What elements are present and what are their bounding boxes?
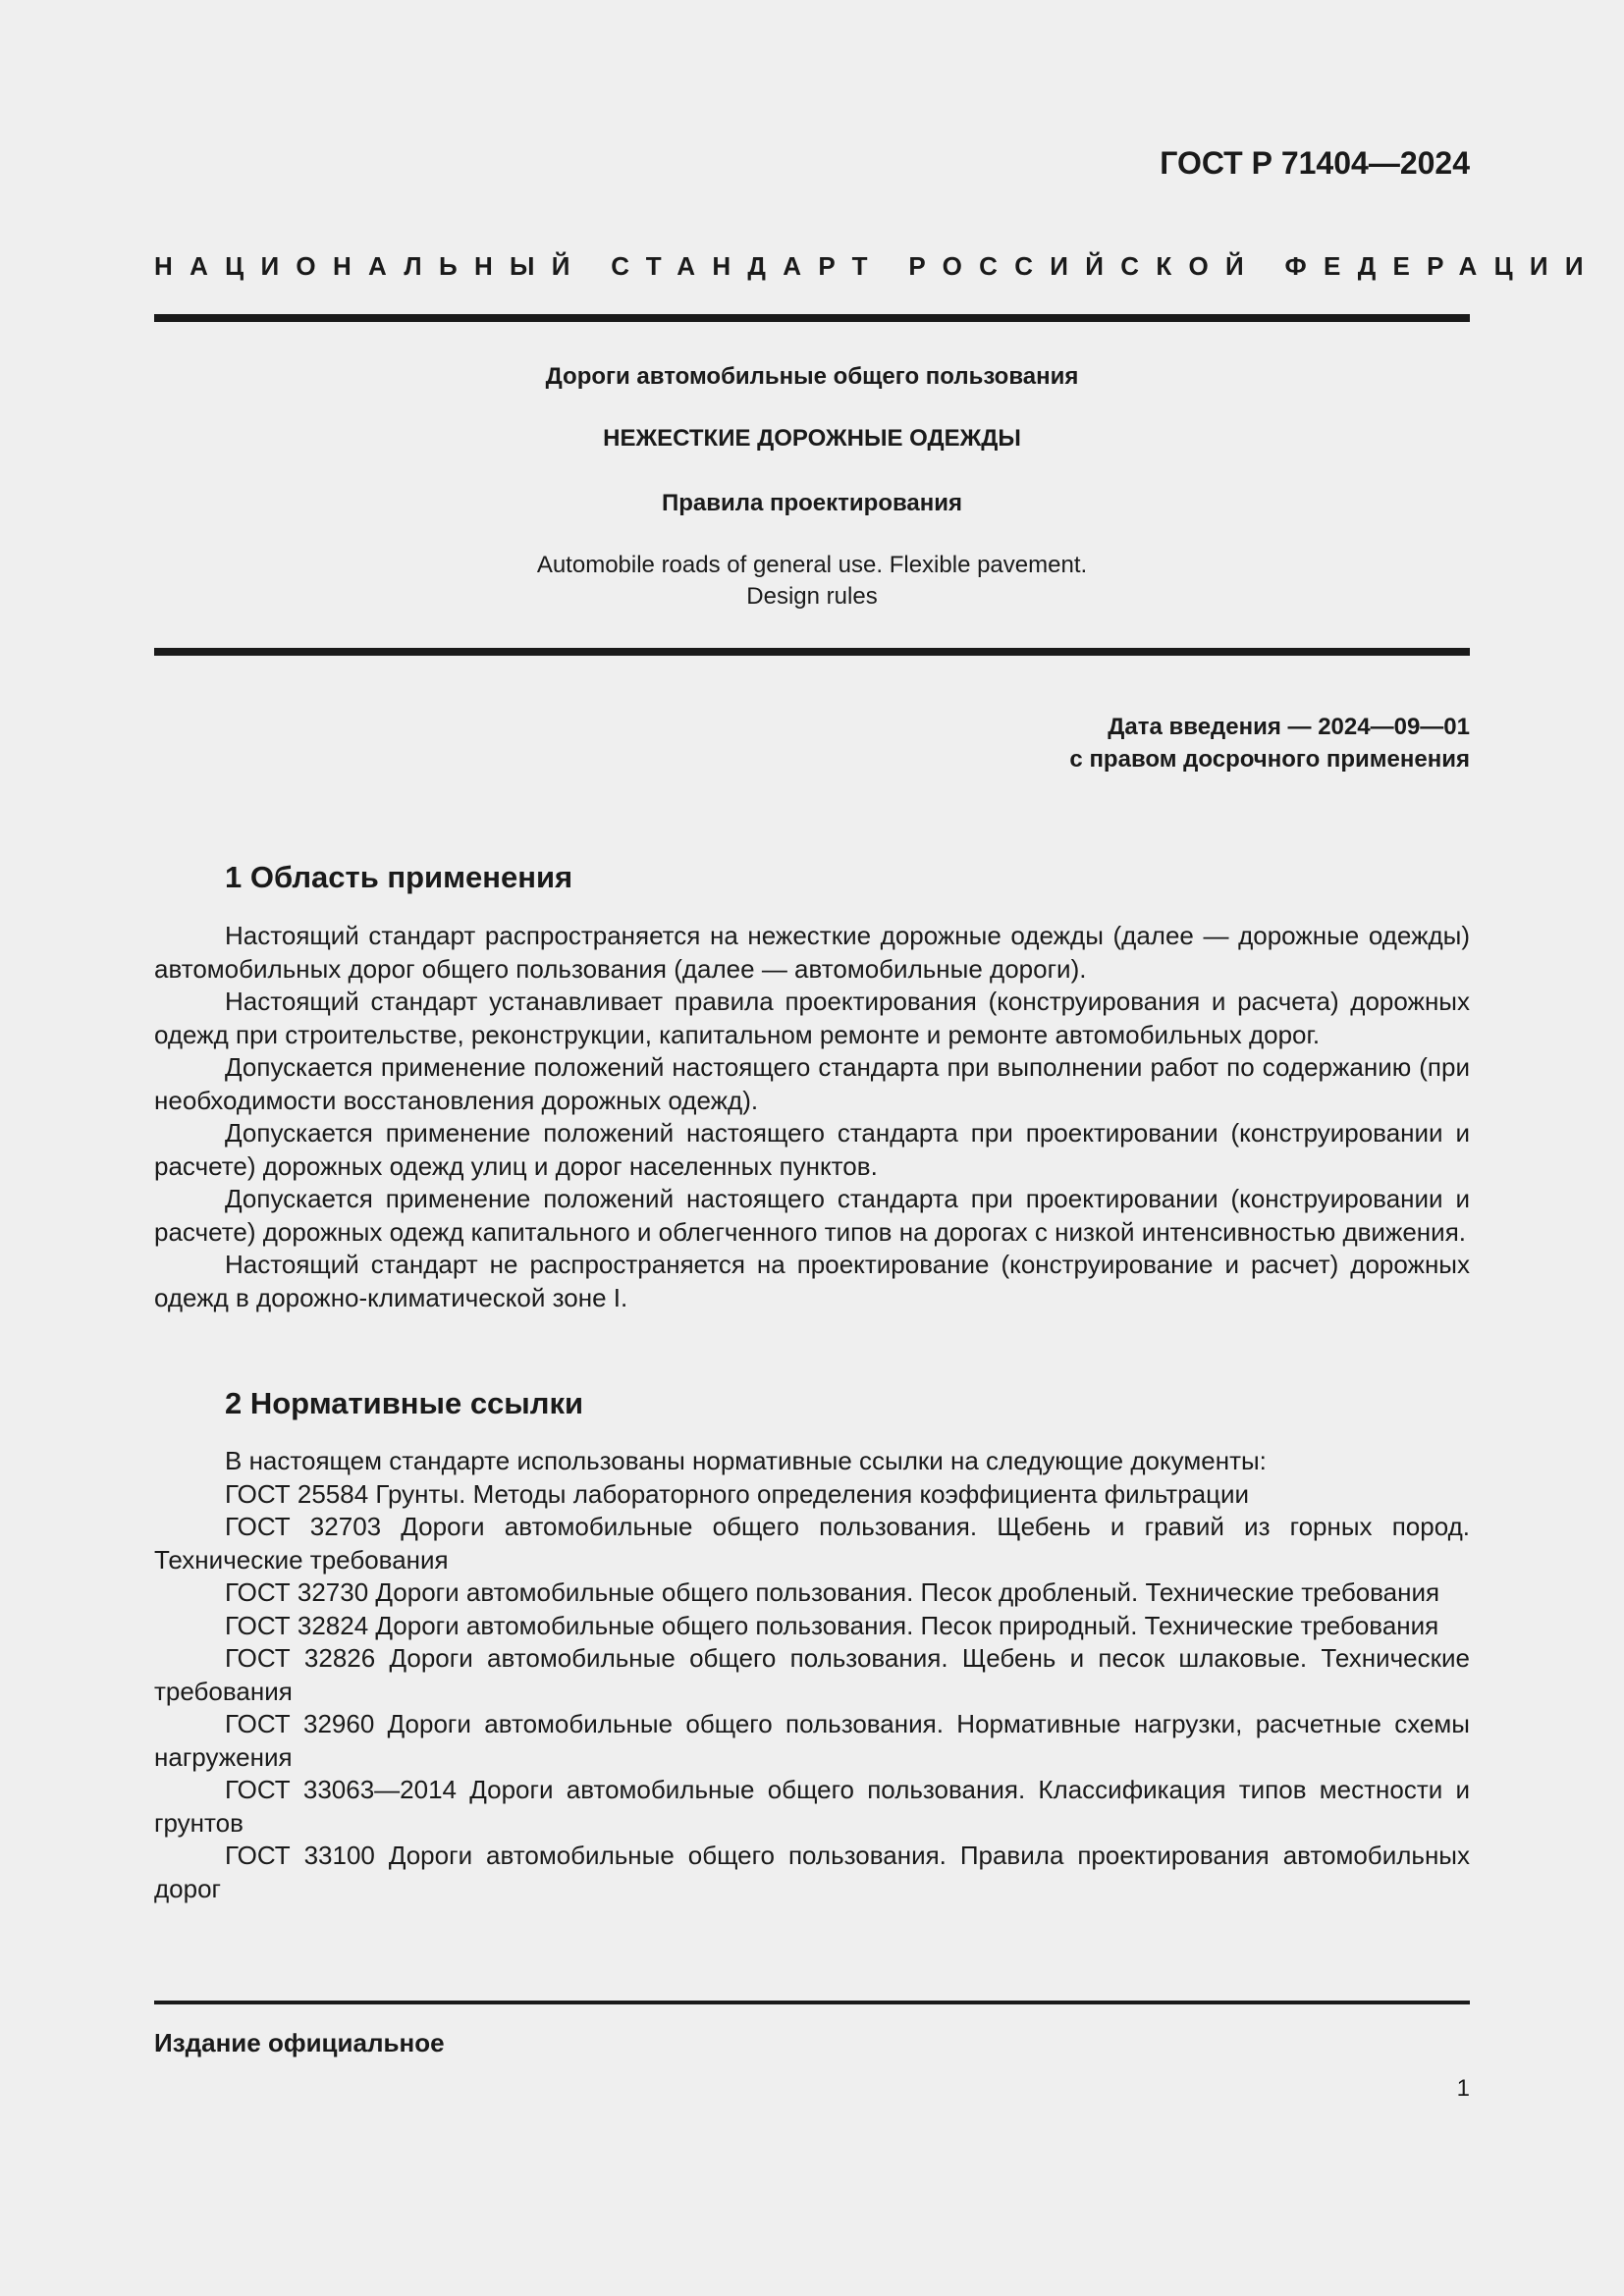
footer-rule	[154, 2001, 1470, 2004]
reference-item: ГОСТ 32826 Дороги автомобильные общего пользования. Щебень и песок шлаковые. Технические требования	[154, 1643, 1470, 1706]
paragraph: Допускается применение положений настоящего стандарта при проектировании (конструировании и расчете) дорожных одежд капитального и облегченного типов на дорогах с низкой интенсивностью движения.	[154, 1184, 1470, 1247]
intro-date	[154, 711, 1470, 775]
reference-item: ГОСТ 33063—2014 Дороги автомобильные общего пользования. Классификация типов местности и грунтов	[154, 1775, 1470, 1838]
paragraph: Настоящий стандарт устанавливает правила проектирования (конструирования и расчета) дорожных одежд при строительстве, реконструкции, капитальном ремонте и ремонте автомобильных дорог.	[154, 987, 1470, 1049]
reference-item: ГОСТ 32730 Дороги автомобильные общего пользования. Песок дробленый. Технические требования	[225, 1577, 1440, 1607]
reference-item: ГОСТ 25584 Грунты. Методы лабораторного определения коэффициента фильтрации	[225, 1478, 1250, 1509]
english-title	[154, 550, 1470, 613]
section-2-heading: 2 Нормативные ссылки	[225, 1386, 584, 1420]
reference-item: ГОСТ 33100 Дороги автомобильные общего пользования. Правила проектирования автомобильных дорог	[154, 1841, 1470, 1903]
page-number: 1	[1456, 2075, 1470, 2102]
paragraph: Допускается применение положений настоящего стандарта при проектировании (конструировании и расчете) дорожных одежд улиц и дорог населенных пунктов.	[154, 1118, 1470, 1181]
paragraph: Настоящий стандарт распространяется на нежесткие дорожные одежды (далее — дорожные одежды) автомобильных дорог общего пользования (далее — автомобильные дороги).	[154, 921, 1470, 984]
title-rule	[154, 648, 1470, 656]
title-line-1: Дороги автомобильные общего пользования	[545, 363, 1079, 390]
national-standard-banner: НАЦИОНАЛЬНЫЙ СТАНДАРТ РОССИЙСКОЙ ФЕДЕРАЦИИ	[154, 251, 1600, 281]
title-line-3: Правила проектирования	[661, 490, 963, 516]
intro-date-line-1: Дата введения — 2024—09—01	[1108, 714, 1470, 740]
reference-item: ГОСТ 32824 Дороги автомобильные общего пользования. Песок природный. Технические требования	[225, 1610, 1439, 1640]
official-edition-label: Издание официальное	[154, 2028, 445, 2057]
paragraph: Допускается применение положений настоящего стандарта при выполнении работ по содержанию (при необходимости восстановления дорожных одежд).	[154, 1052, 1470, 1115]
section-1-body	[154, 920, 1470, 1314]
english-title-line-2: Design rules	[746, 583, 878, 610]
intro-date-line-2: с правом досрочного применения	[1069, 746, 1470, 773]
paragraph: В настоящем стандарте использованы нормативные ссылки на следующие документы:	[225, 1446, 1267, 1475]
header-rule	[154, 314, 1470, 322]
section-2-body	[154, 1445, 1470, 1905]
reference-item: ГОСТ 32960 Дороги автомобильные общего пользования. Нормативные нагрузки, расчетные схемы нагружения	[154, 1709, 1470, 1772]
paragraph: Настоящий стандарт не распространяется на проектирование (конструирование и расчет) дорожных одежд в дорожно-климатической зоне I.	[154, 1250, 1470, 1312]
english-title-line-1: Automobile roads of general use. Flexible pavement.	[536, 552, 1088, 578]
title-line-2: НЕЖЕСТКИЕ ДОРОЖНЫЕ ОДЕЖДЫ	[603, 425, 1021, 452]
section-1-heading: 1 Область применения	[225, 860, 573, 894]
document-code: ГОСТ Р 71404—2024	[1160, 145, 1470, 181]
reference-item: ГОСТ 32703 Дороги автомобильные общего пользования. Щебень и гравий из горных пород. Технические требования	[154, 1512, 1470, 1575]
